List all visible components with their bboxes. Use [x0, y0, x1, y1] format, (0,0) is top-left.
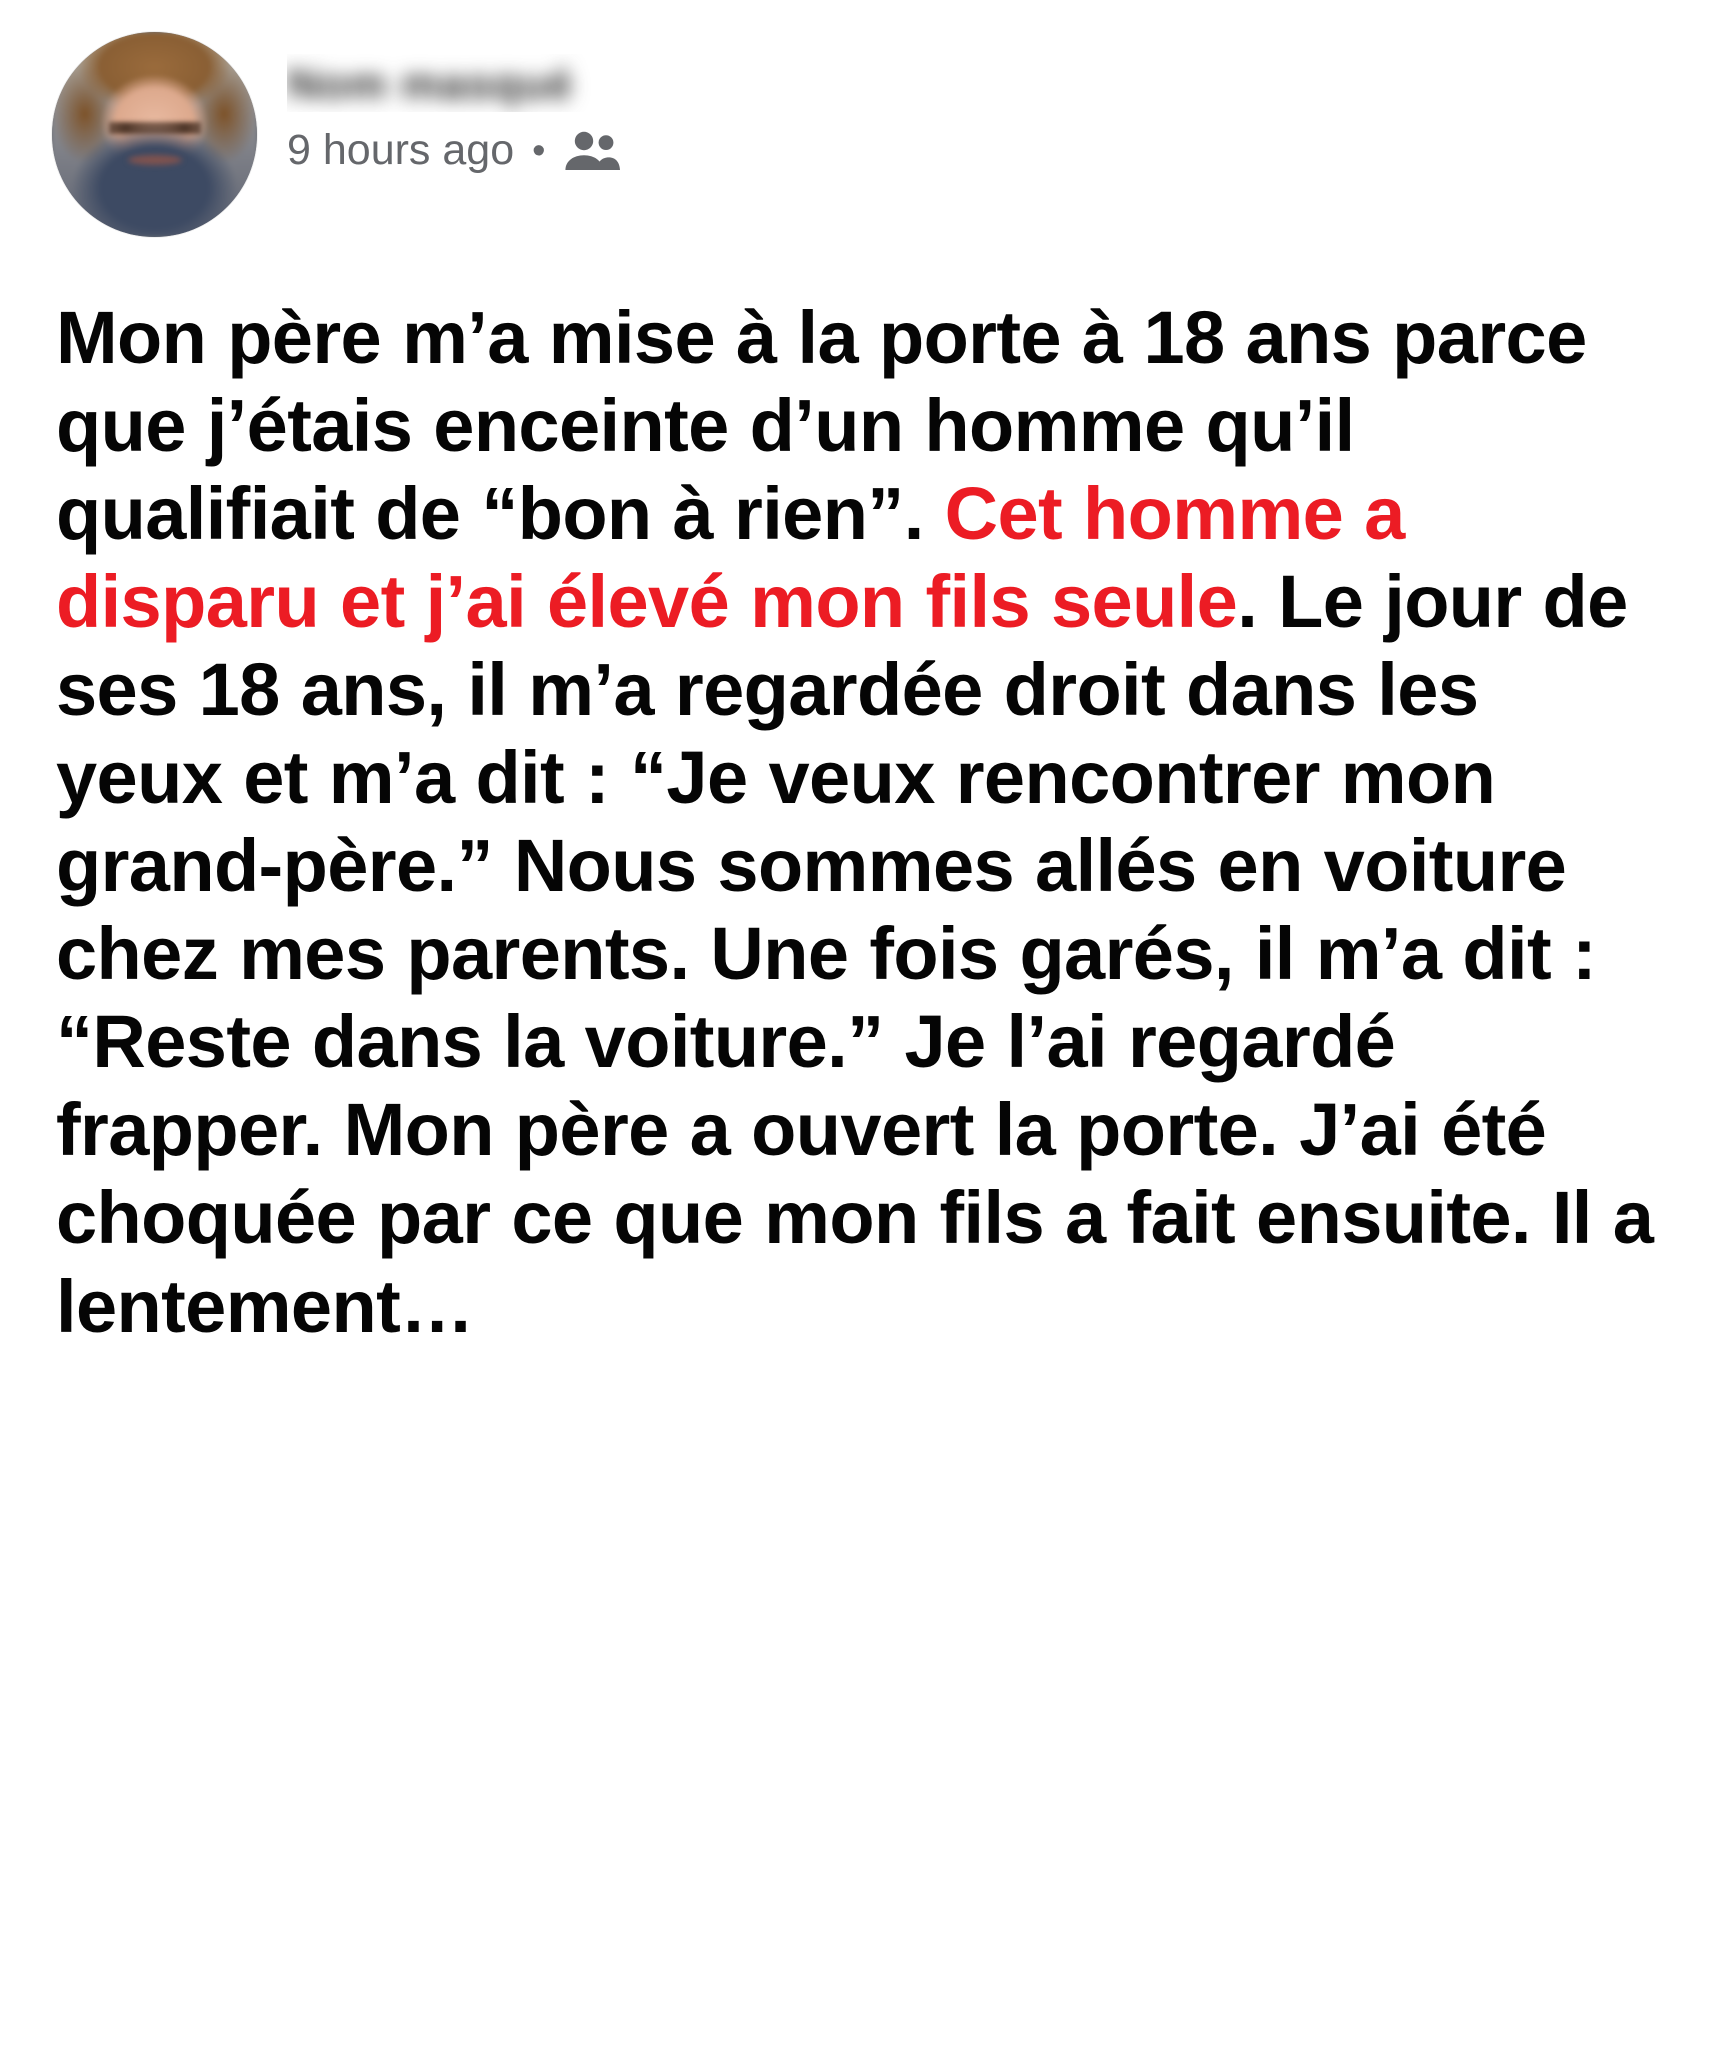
post-text-part2: . Le jour de ses 18 ans, il m’a regardée droit dans les yeux et m’a dit : “Je veux rencontrer mon grand-père.” Nous sommes allés en voiture chez mes parents. Une fois garés, il m’a dit : “Reste dans la voiture.” Je l’ai regardé frapper. Mon père a ouvert la porte. J’ai été choquée par ce que mon fils a fait ensuite. Il a lentement…	[56, 560, 1654, 1348]
post-header	[52, 28, 1662, 268]
friends-icon[interactable]	[563, 130, 621, 172]
post-meta	[287, 126, 947, 175]
post-timestamp[interactable]: 9 hours ago	[287, 126, 515, 174]
post-text-highlight: Cet homme a disparu et j’ai élevé mon fils seule	[56, 472, 1405, 644]
author-name[interactable]	[287, 54, 947, 112]
avatar-image	[52, 32, 257, 237]
meta-separator: •	[532, 129, 546, 172]
post-text-part1: Mon père m’a mise à la porte à 18 ans parce que j’étais enceinte d’un homme qu’il qualifiait de “bon à rien”.	[56, 296, 1587, 556]
post-header-text	[287, 28, 947, 175]
avatar[interactable]	[52, 32, 257, 237]
avatar-mouth-detail	[128, 155, 182, 165]
author-name-redacted: Nom masqué	[287, 60, 574, 109]
post-text	[52, 294, 1662, 1351]
avatar-eyes-detail	[109, 122, 201, 134]
